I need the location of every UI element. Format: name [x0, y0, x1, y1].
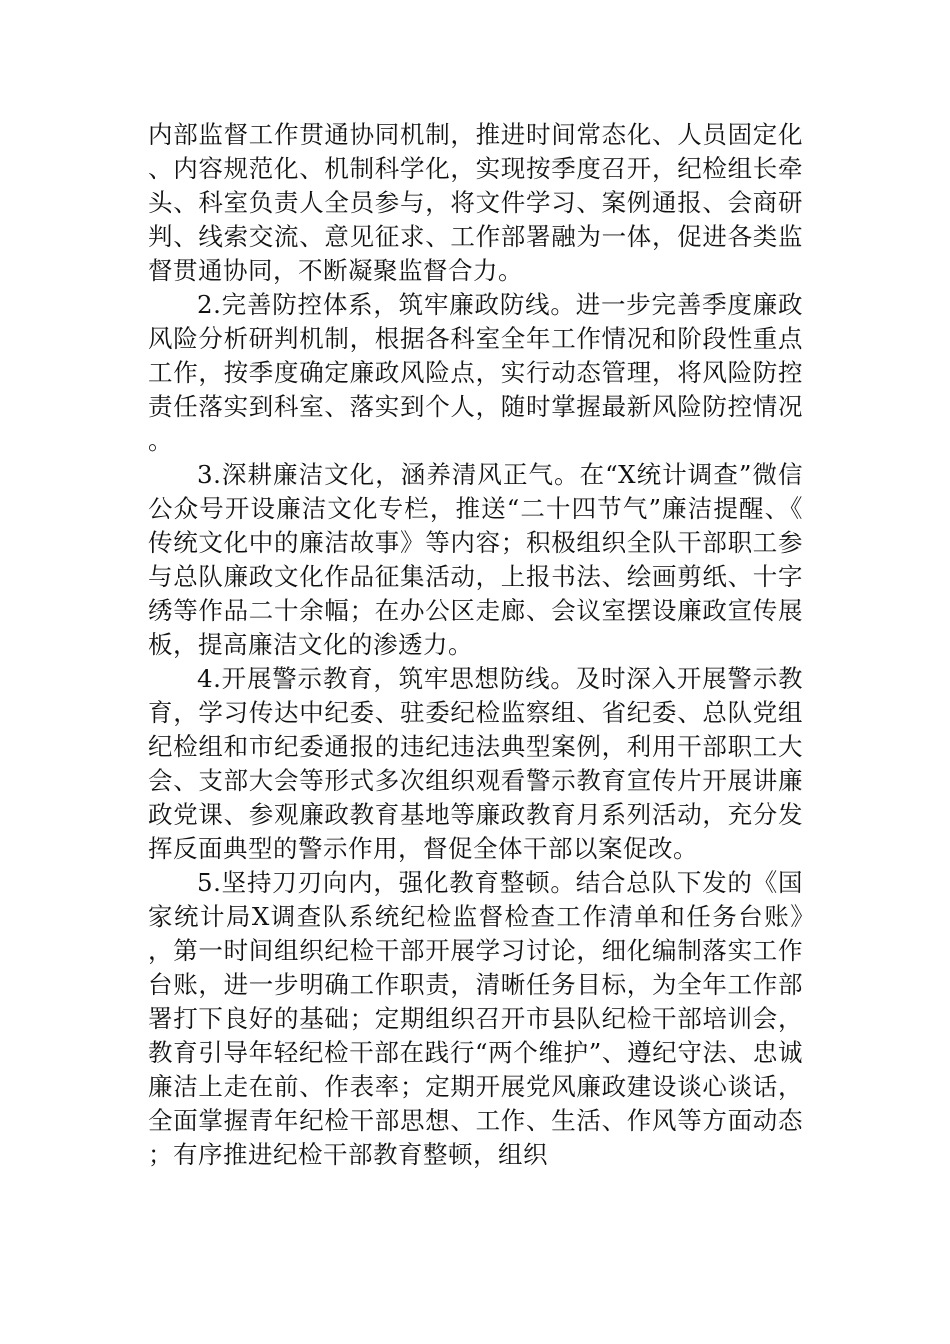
document-body [148, 118, 803, 1172]
paragraph-1: 内部监督工作贯通协同机制，推进时间常态化、人员固定化、内容规范化、机制科学化，实现按季度召开，纪检组长牵头、科室负责人全员参与，将文件学习、案例通报、会商研判、线索交流、意见征求、工作部署融为一体，促进各类监督贯通协同，不断凝聚监督合力。 [148, 120, 803, 285]
paragraph-3: 3.深耕廉洁文化，涵养清风正气。在“X统计调查”微信公众号开设廉洁文化专栏，推送“二十四节气”廉洁提醒、《传统文化中的廉洁故事》等内容；积极组织全队干部职工参与总队廉政文化作品征集活动，上报书法、绘画剪纸、十字绣等作品二十余幅；在办公区走廊、会议室摆设廉政宣传展板，提高廉洁文化的渗透力。 [148, 460, 803, 659]
paragraph-2: 2.完善防控体系，筑牢廉政防线。进一步完善季度廉政风险分析研判机制，根据各科室全年工作情况和阶段性重点工作，按季度确定廉政风险点，实行动态管理，将风险防控责任落实到科室、落实到个人，随时掌握最新风险防控情况。 [148, 290, 803, 455]
paragraph-5: 5.坚持刀刃向内，强化教育整顿。结合总队下发的《国家统计局X调查队系统纪检监督检查工作清单和任务台账》，第一时间组织纪检干部开展学习讨论，细化编制落实工作台账，进一步明确工作职责，清晰任务目标，为全年工作部署打下良好的基础；定期组织召开市县队纪检干部培训会，教育引导年轻纪检干部在践行“两个维护”、遵纪守法、忠诚廉洁上走在前、作表率；定期开展党风廉政建设谈心谈话，全面掌握青年纪检干部思想、工作、生活、作风等方面动态；有序推进纪检干部教育整顿，组织 [148, 868, 803, 1169]
paragraph-4: 4.开展警示教育，筑牢思想防线。及时深入开展警示教育，学习传达中纪委、驻委纪检监察组、省纪委、总队党组纪检组和市纪委通报的违纪违法典型案例，利用干部职工大会、支部大会等形式多次组织观看警示教育宣传片开展讲廉政党课、参观廉政教育基地等廉政教育月系列活动，充分发挥反面典型的警示作用，督促全体干部以案促改。 [148, 664, 803, 863]
